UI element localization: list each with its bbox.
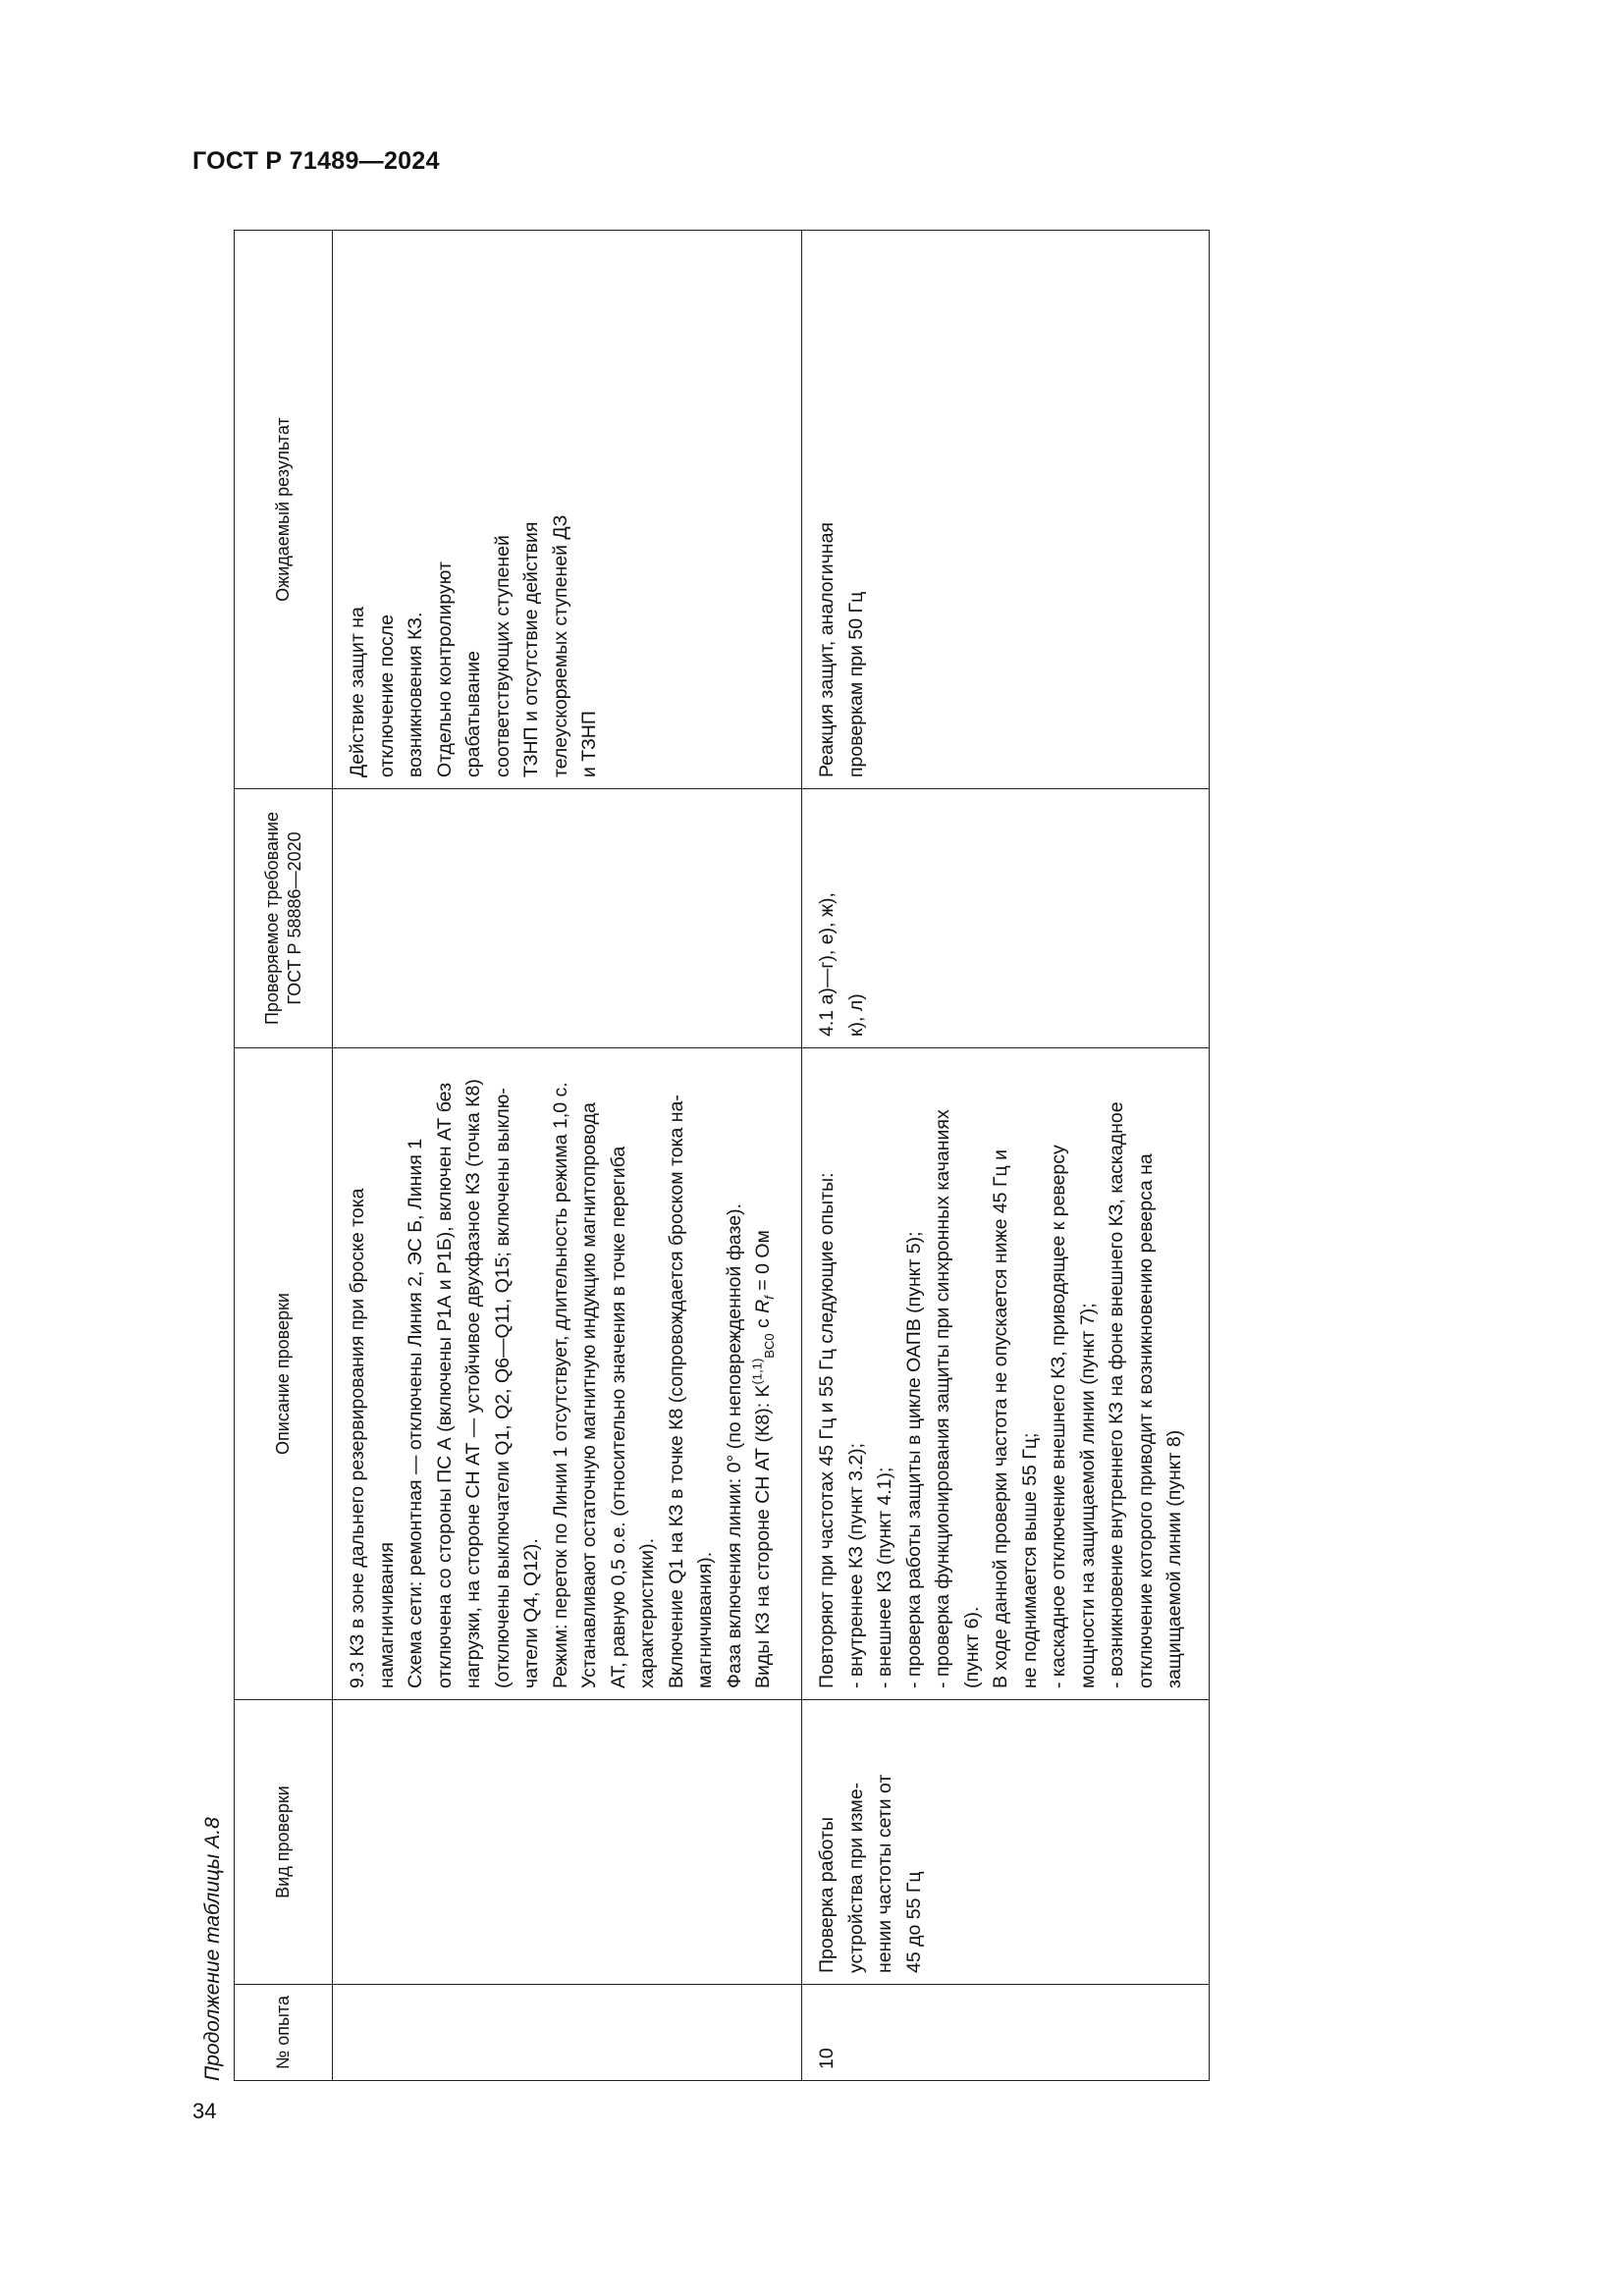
- result-line: отключение после: [375, 614, 398, 777]
- description-line: В ходе данной проверки частота не опускается ниже 45 Гц и: [990, 1149, 1011, 1688]
- fault-types-suffix: = 0 Ом: [752, 1230, 774, 1297]
- cell-requirement: [802, 789, 1210, 1048]
- description-line: Схема сети: ремонтная — отключены Линия 2, ЭС Б, Линия 1: [405, 1138, 426, 1688]
- rotated-content: [192, 231, 1209, 2081]
- description-line: отключена со стороны ПС А (включены Р1А и Р1Б), включен АТ без: [433, 1082, 456, 1688]
- table-caption: Продолжение таблицы А.8: [201, 1817, 224, 2081]
- result-line: Действие защит на: [347, 607, 368, 777]
- fault-types-line: [749, 1056, 779, 1688]
- column-header-requirement: [235, 789, 333, 1048]
- rotated-table-area: [192, 231, 1209, 2081]
- cell-requirement: [333, 789, 802, 1048]
- description-line: нагрузки, на стороне СН АТ — устойчивое двухфазное КЗ (точка К8): [462, 1079, 484, 1688]
- result-line: и ТЗНП: [578, 711, 600, 777]
- description-line: - внешнее КЗ (пункт 4.1);: [874, 1467, 895, 1688]
- description-line: Фаза включения линии: 0° (по неповрежденной фазе).: [723, 1203, 745, 1688]
- description-line: мощности на защищаемой линии (пункт 7);: [1076, 1303, 1099, 1688]
- column-header-result: Ожидаемый результат: [235, 231, 333, 789]
- cell-number: 10: [802, 1985, 1210, 2081]
- kind-line: 45 до 55 Гц: [902, 1871, 925, 1973]
- result-line: проверкам при 50 Гц: [844, 591, 867, 777]
- description-line: не поднимается выше 55 Гц;: [1018, 1432, 1041, 1688]
- requirement-line: 4.1 а)—г), е), ж),: [816, 892, 838, 1037]
- description-line: (пункт 6).: [960, 1606, 983, 1688]
- kind-line: нении частоты сети от: [874, 1774, 895, 1973]
- description-line: - каскадное отключение внешнего КЗ, приводящее к реверсу: [1048, 1145, 1069, 1688]
- table-row: [802, 231, 1210, 2081]
- description-line: Включение Q1 на КЗ в точке К8 (сопровождается броском тока на-: [665, 1095, 687, 1688]
- cell-kind: [333, 1700, 802, 1985]
- description-line: Режим: переток по Линии 1 отсутствует, длительность режима 1,0 с.: [549, 1082, 571, 1688]
- column-header-kind: Вид проверки: [235, 1700, 333, 1985]
- result-line: возникновения КЗ.: [405, 612, 426, 777]
- cell-number: [333, 1985, 802, 2081]
- result-line: соответствующих ступеней: [491, 535, 514, 777]
- header-requirement-text: Проверяемое требование ГОСТ Р 58886—2020: [261, 811, 304, 1026]
- cell-description: [333, 1048, 802, 1700]
- page-number: 34: [192, 2099, 217, 2123]
- description-line: 9.3 КЗ в зоне дальнего резервирования при броске тока: [347, 1188, 368, 1688]
- fault-types-prefix: Виды КЗ на стороне СН АТ (К8): K: [752, 1384, 774, 1688]
- cell-kind: [802, 1700, 1210, 1985]
- fault-resistance-var: R: [752, 1299, 774, 1313]
- description-line: намагничивания: [375, 1542, 398, 1688]
- column-header-number: [235, 1985, 333, 2081]
- description-line: Повторяют при частотах 45 Гц и 55 Гц следующие опыты:: [816, 1172, 838, 1688]
- description-line: - проверка работы защиты в цикле ОАПВ (пункт 5);: [902, 1231, 925, 1688]
- description-line: отключение которого приводит к возникновению реверса на: [1134, 1153, 1157, 1688]
- fault-types-sup: (1,1): [749, 1358, 765, 1385]
- checks-table: [234, 230, 1210, 2081]
- result-line: Отдельно контролируют: [433, 561, 456, 777]
- result-line: ТЗНП и отсутствие действия: [520, 521, 542, 777]
- result-line: Реакция защит, аналогичная: [816, 522, 838, 777]
- document-code: ГОСТ Р 71489—2024: [192, 147, 440, 175]
- kind-line: устройства при изме-: [844, 1782, 867, 1973]
- description-line: Устанавливают остаточную магнитную индукцию магнитопровода: [578, 1102, 600, 1688]
- header-number-text: № опыта: [273, 1995, 293, 2070]
- fault-types-mid: с: [752, 1312, 774, 1334]
- description-line: магничивания).: [694, 1551, 716, 1688]
- description-line: АТ, равную 0,5 о.е. (относительно значения в точке перегиба: [607, 1146, 629, 1688]
- fault-types-sub: BC0: [761, 1333, 777, 1359]
- cell-result: [802, 231, 1210, 789]
- description-line: защищаемой линии (пункт 8): [1164, 1429, 1185, 1688]
- table-row: [333, 231, 802, 2081]
- description-line: характеристики).: [636, 1537, 658, 1688]
- requirement-line: к), л): [844, 993, 867, 1037]
- table-header-row: [235, 231, 333, 2081]
- description-line: - внутреннее КЗ (пункт 3.2);: [844, 1442, 867, 1688]
- description-line: - проверка функционирования защиты при синхронных качаниях: [932, 1109, 953, 1688]
- result-line: срабатывание: [462, 650, 484, 777]
- description-line: чатели Q4, Q12).: [520, 1538, 542, 1688]
- cell-result: [333, 231, 802, 789]
- column-header-description: Описание проверки: [235, 1048, 333, 1700]
- fault-resistance-sub: f: [761, 1296, 777, 1300]
- description-line: (отключены выключатели Q1, Q2, Q6—Q11, Q15; включены выклю-: [491, 1088, 514, 1688]
- result-line: телеускоряемых ступеней ДЗ: [549, 514, 571, 777]
- kind-line: Проверка работы: [816, 1817, 838, 1973]
- description-line: - возникновение внутреннего КЗ на фоне внешнего КЗ, каскадное: [1106, 1101, 1127, 1688]
- cell-description: [802, 1048, 1210, 1700]
